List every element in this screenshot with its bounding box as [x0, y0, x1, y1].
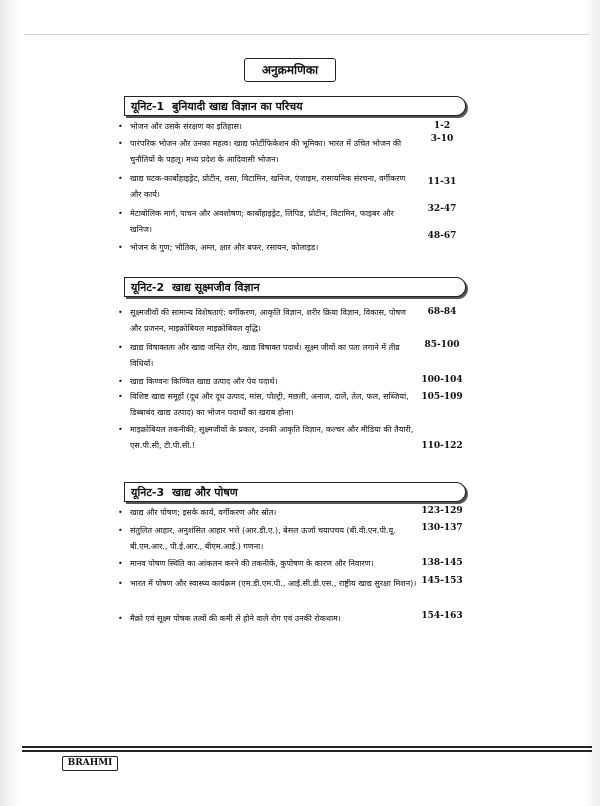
- list-item: [118, 505, 418, 521]
- footer-brand: BRAHMI: [62, 756, 118, 771]
- page-range: 1-2: [433, 121, 451, 131]
- page-range: 105-109: [421, 392, 463, 402]
- page-range: 154-163: [421, 611, 463, 621]
- bullet-icon: •: [118, 122, 123, 131]
- item-text: भारत में पोषण और स्वास्थ्य कार्यक्रम (एम.डी.एम.पी., आई.सी.डी.एस., राष्ट्रीय खाद्य सुरक्षा मिशन)।: [130, 579, 417, 588]
- unit-3-title: खाद्य और पोषण: [172, 486, 238, 499]
- bullet-icon: •: [118, 377, 123, 386]
- list-item: [118, 240, 418, 256]
- bullet-icon: •: [118, 579, 123, 588]
- unit-2-header: [124, 277, 466, 297]
- page-range: 48-67: [427, 231, 457, 241]
- item-text: मेटाबोलिक मार्ग, पाचन और अवशोषण; कार्बोहाइड्रेट, लिपिड, प्रोटीन, विटामिन, फाइबर और खनिज।: [130, 209, 394, 234]
- page-shadow-right: [584, 0, 600, 806]
- item-text: सूक्ष्मजीवों की सामान्य विशेषताएं: वर्गीकरण, आकृति विज्ञान, शरीर क्रिया विज्ञान, विकास, पोषण और प्रजनन, माइक्रोबियल माइक्रोबियल वृद्धि।: [130, 308, 406, 333]
- page-range: 100-104: [421, 375, 463, 385]
- item-text: माइक्रोबियल तकनीकी; सूक्ष्मजीवों के प्रकार, उनकी आकृति विज्ञान, कल्चर और मीडिया की तैयारी, एस.पी.सी, टी.पी.सी.!: [130, 425, 414, 450]
- unit-3-label: यूनिट-3: [131, 486, 165, 499]
- list-item: [118, 523, 418, 554]
- list-item: [118, 374, 418, 390]
- page-range: 11-31: [427, 177, 457, 187]
- item-text: मैक्रो एवं सूक्ष्म पोषक तत्वों की कमी से होने वाले रोग एवं उनकी रोकथाम।: [130, 614, 341, 623]
- bullet-icon: •: [118, 209, 123, 218]
- bullet-icon: •: [118, 614, 123, 623]
- list-item: [118, 611, 418, 627]
- page-shadow-left: [0, 0, 22, 806]
- footer-rule: [22, 746, 592, 754]
- list-item: [118, 389, 418, 420]
- page-range: 123-129: [421, 506, 463, 516]
- list-item: [118, 340, 418, 371]
- page-range: 32-47: [427, 204, 457, 214]
- bullet-icon: •: [118, 243, 123, 252]
- bullet-icon: •: [118, 139, 123, 148]
- bullet-icon: •: [118, 174, 123, 183]
- list-item: [118, 305, 418, 336]
- list-item: [118, 422, 418, 453]
- page-range: 145-153: [421, 576, 463, 586]
- bullet-icon: •: [118, 526, 123, 535]
- bullet-icon: •: [118, 343, 123, 352]
- page-range: 3-10: [430, 134, 454, 144]
- list-item: [118, 136, 418, 167]
- page-range: 130-137: [421, 523, 463, 533]
- list-item: [118, 119, 418, 135]
- unit-2-title: खाद्य सूक्ष्मजीव विज्ञान: [172, 281, 260, 294]
- item-text: भोजन और उसके संरक्षण का इतिहास।: [130, 122, 242, 131]
- page-range: 110-122: [421, 441, 463, 451]
- bullet-icon: •: [118, 425, 123, 434]
- list-item: [118, 206, 418, 237]
- list-item: [118, 576, 418, 592]
- unit-1-title: बुनियादी खाद्य विज्ञान का परिचय: [172, 100, 303, 113]
- page-range: 138-145: [421, 558, 463, 568]
- page-range: 85-100: [424, 340, 460, 350]
- unit-1-label: यूनिट-1: [131, 100, 165, 113]
- item-text: भोजन के गुण; भौतिक, अम्ल, क्षार और बफर, रसायन, कोलाइड।: [130, 243, 319, 252]
- unit-1-header: [124, 96, 466, 116]
- item-text: खाद्य घटक-कार्बोहाइड्रेट, प्रोटीन, वसा, विटामिन, खनिज, एंजाइम, रासायनिक संरचना, वर्गीकरण और कार्य।: [130, 174, 406, 199]
- item-text: खाद्य विषाक्तता और खाद्य जनित रोग, खाद्य विषाक्त पदार्थ। सूक्ष्म जीवों का पता लगाने में तीव्र विधियाँ।: [130, 343, 400, 368]
- page-title: अनुक्रमणिका: [244, 58, 336, 82]
- list-item: [118, 556, 418, 572]
- item-text: पारंपरिक भोजन और उनका महत्व। खाद्य फोर्टीफिकेशन की भूमिका। भारत में उचित भोजन की चुनौतियों के पहलू। मध्य प्रदेश के आदिवासी भोजन।: [130, 139, 402, 164]
- item-text: खाद्य और पोषण; इसके कार्य, वर्गीकरण और स्रोत।: [130, 508, 277, 517]
- unit-3-header: [124, 482, 466, 502]
- unit-2-label: यूनिट-2: [131, 281, 165, 294]
- top-rule: [24, 34, 590, 35]
- bullet-icon: •: [118, 392, 123, 401]
- item-text: मानव पोषण स्थिति का आंकलन करने की तकनीकें, कुपोषण के कारण और निवारण।: [130, 559, 374, 568]
- item-text: विशिष्ट खाद्य समूहों (दूध और दूध उत्पाद, मांस, पोल्ट्री, मछली, अनाज, दालें, तेल, फल, सब्जियां, डिब्बाबंद खाद्य उत्पाद) का भोजन पदार्थों का खराब होना।: [130, 392, 409, 417]
- bullet-icon: •: [118, 508, 123, 517]
- item-text: संतुलित आहार, अनुशंसित आहार भत्ते (आर.डी.ए.), बेसल ऊर्जा चयापचय (बी.वी.एन.पी.यू. बी.एम.आर., पी.ई.आर., बीएम.आई.) गणना।: [130, 526, 396, 551]
- page-range: 68-84: [427, 307, 457, 317]
- list-item: [118, 171, 418, 202]
- bullet-icon: •: [118, 559, 123, 568]
- item-text: खाद्य किण्वनः किण्वित खाद्य उत्पाद और पेय पदार्थ।: [130, 377, 278, 386]
- bullet-icon: •: [118, 308, 123, 317]
